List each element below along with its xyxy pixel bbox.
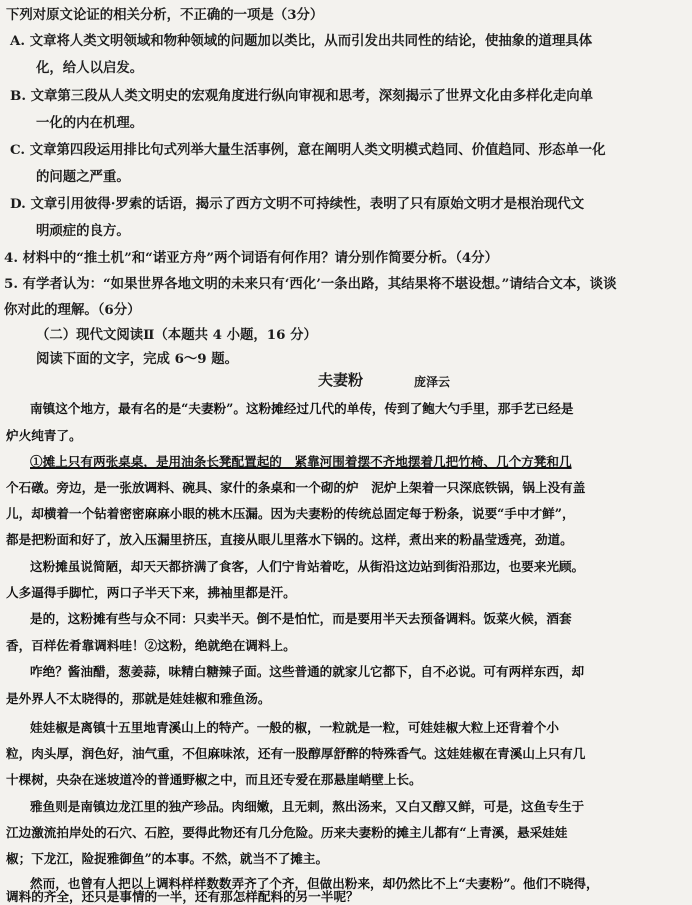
question-4: 4. 材料中的“推土机”和“诺亚方舟”两个词语有何作用？请分别作简要分析。（4分） [4,250,498,266]
para1-line1: 南镇这个地方，最有名的是“夫妻粉”。这粉摊经过几代的单传，传到了鲍大勺手里，那手艺已经是 [30,401,574,416]
option-a-line1: A. 文章将人类文明领域和物种领域的问题加以类比，从而引发出共同性的结论，使抽象的道理具体 [10,33,593,49]
question-5-line2: 你对此的理解。（6分） [4,302,141,318]
para4-line2: 香，百样佐肴靠调料哇！②这粉，绝就绝在调料上。 [6,638,296,653]
option-c-line1: C. 文章第四段运用排比句式列举大量生活事例，意在阐明人类文明模式趋同、价值趋同、形态单一化 [10,142,606,158]
para8-line2: 调料的齐全，还只是事情的一半，还有那怎样配料的另一半呢？ [6,889,359,904]
question-stem: 下列对原文论证的相关分析，不正确的一项是（3分） [6,7,324,23]
para2-line4: 都是把粉面和好了，放入压漏里挤压，直接从眼儿里落水下锅的。这样，煮出来的粉晶莹透亮，劲道。 [6,532,573,547]
para5-line1: 咋绝？酱油醋，葱姜蒜，味精白糖辣子面。这些普通的就家儿它都下，自不必说。可有两样东西，却 [30,664,585,679]
para6-line2: 粒，肉头厚，润色好，油气重，不但麻味浓，还有一股醇厚舒醉的特殊香气。这娃娃椒在青溪山上只有几 [6,746,586,761]
reading-instruction: 阅读下面的文字，完成 6～9 题。 [36,351,239,367]
option-b-line1: B. 文章第三段从人类文明史的宏观角度进行纵向审视和思考，深刻揭示了世界文化由多样化走向单 [10,88,594,104]
para3-line1: 这粉摊虽说简陋，却天天都挤满了食客，人们宁肯站着吃，从街沿这边站到街沿那边，也要来光顾。 [30,559,585,574]
option-d-line2: 明顽症的良方。 [36,223,130,239]
para6-line1: 娃娃椒是离镇十五里地青溪山上的特产。一般的椒，一粒就是一粒，可娃娃椒大粒上还背着个小 [30,720,559,735]
option-c-line2: 的问题之严重。 [36,169,130,185]
story-title: 夫妻粉 [318,371,364,389]
para4-line1: 是的，这粉摊有些与众不同：只卖半天。倒不是怕忙，而是要用半天去预备调料。饭菜火候，酒套 [30,611,572,626]
story-author: 庞泽云 [414,375,451,389]
para2-line3: 儿，却横着一个钻着密密麻麻小眼的桃木压漏。因为夫妻粉的传统总固定每于粉条，说要“手中才鲜”， [6,506,575,521]
para7-line2: 江边激流拍岸处的石穴、石腔，要得此物还有几分危险。历来夫妻粉的摊主儿都有“上青溪，悬采娃娃 [6,825,568,840]
para2-line2: 个石礅。旁边，是一张放调料、碗具、家什的条桌和一个砌的炉 泥炉上架着一只深底铁锅，锅上没有盖 [6,480,586,495]
para3-line2: 人多逼得手脚忙，两口子半天下来，拂袖里都是汗。 [6,585,296,600]
para7-line1: 雅鱼则是南镇边龙江里的独产珍品。肉细嫩，且无刺，熬出汤来，又白又醇又鲜，可是，这鱼专生于 [30,799,585,814]
para8-line1: 然而，也曾有人把以上调料样样数数弄齐了个齐，但做出粉来，却仍然比不上“夫妻粉”。他们不晓得， [30,876,599,891]
para7-line3: 椒；下龙江，险捉雅御鱼”的本事。不然，就当不了摊主。 [6,851,329,866]
para5-line2: 是外界人不太晓得的，那就是娃娃椒和雅鱼汤。 [6,691,271,706]
section-heading: （二）现代文阅读Ⅱ（本题共 4 小题，16 分） [36,327,317,343]
para6-line3: 十棵树，央杂在迷坡道冷的普通野椒之中，而且还专爱在那悬崖峭壁上长。 [6,772,422,787]
option-b-line2: 一化的内在机理。 [36,115,144,131]
option-a-line2: 化，给人以启发。 [36,60,144,76]
question-5-line1: 5. 有学者认为：“如果世界各地文明的未来只有‘西化’一条出路，其结果将不堪设想。”请结合文本，谈谈 [4,276,617,292]
para1-line2: 炉火纯青了。 [6,428,82,443]
para2-underlined-sentence: ①摊上只有两张桌桌，是用油条长凳配置起的 紧靠河围着摆不齐地摆着几把竹椅、几个方凳和几 [30,454,572,469]
option-d-line1: D. 文章引用彼得·罗索的话语，揭示了西方文明不可持续性，表明了只有原始文明才是根治现代文 [10,196,585,212]
